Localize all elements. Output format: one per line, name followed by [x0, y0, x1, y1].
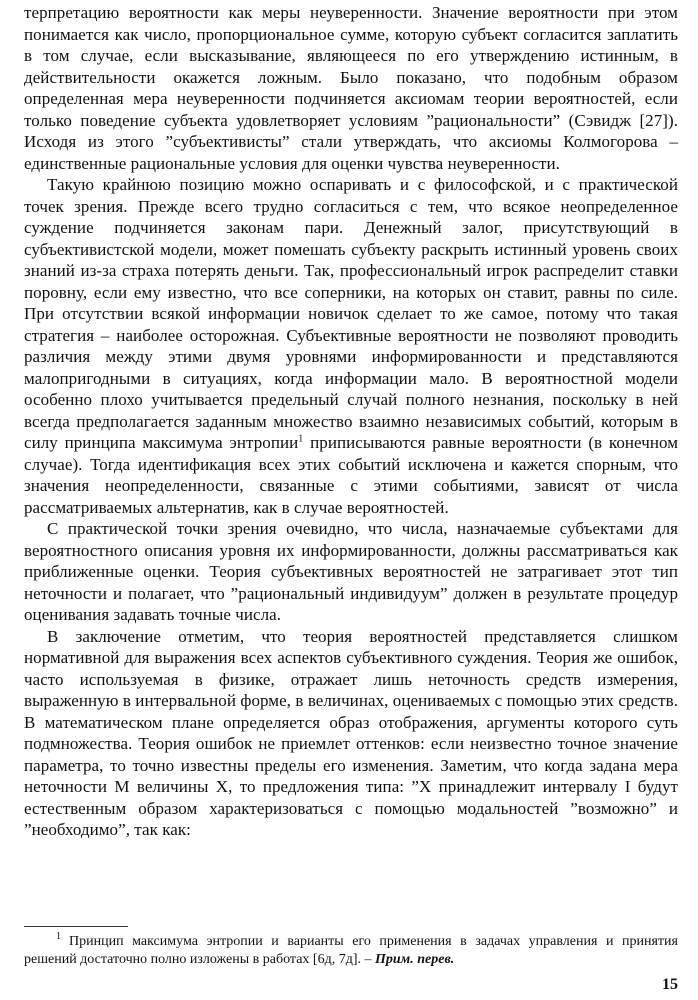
paragraph-4: В заключение отметим, что теория вероятностей представляется слишком нормативной для выражения всех аспектов субъективного суждения. Теория же ошибок, часто используемая в физике, отражает лишь неточность средств измерения, выраженную в интервальной форме, в величинах, оцениваемых с помощью этих средств. В математическом плане определяется образ отображения, аргументы которого суть подмножества. Теория ошибок не приемлет оттенков: если неизвестно точное значение параметра, то точно известны пределы его изменения. Заметим, что когда задана мера неточности М величины Х, то предложения типа: ”Х принадлежит интервалу I будут естественным образом характеризоваться с помощью модальностей ”возможно” и ”необходимо”, так как: — [24, 626, 678, 839]
footnote — [24, 933, 678, 969]
paragraph-2 — [24, 174, 678, 518]
footnote-text: Принцип максимума энтропии и варианты его применения в задачах управления и принятия решений достаточно полно изложены в работах [6д, 7д]. – — [24, 934, 678, 967]
main-text — [24, 2, 678, 841]
paragraph-2-part-1: Такую крайнюю позицию можно оспаривать и с философской, и с практической точек зрения. Прежде всего трудно согласиться с тем, что всякое неопределенное суждение подчиняется законам пари. Денежный залог, присутствующий в субъективистской модели, может помешать субъекту раскрыть истинный уровень своих знаний из-за страха потерять деньги. Так, профессиональный игрок распределит ставки поровну, если ему известно, что все соперники, на которых он ставит, равны по силе. При отсутствии всякой информации новичок сделает то же самое, потому что такая стратегия – наиболее осторожная. Субъективные вероятности не позволяют проводить различия между этими двумя уровнями информированности и представляются малопригодными в ситуациях, когда информации мало. В вероятностной модели особенно плохо учитывается предельный случай полного незнания, поскольку в ней всегда предполагается заданным множество взаимно независимых событий, которым в силу принципа максимума энтропии — [24, 175, 678, 452]
footnote-divider — [24, 926, 128, 927]
footnote-reference: 1 — [298, 433, 304, 445]
paragraph-2-part-2: приписываются равные вероятности (в конечном случае). Тогда идентификация всех этих событий исключена и кажется спорным, что значения неопределенности, связанные с этими событиями, зависят от числа рассматриваемых альтернатив, как в случае вероятностей. — [24, 433, 678, 517]
paragraph-1: терпретацию вероятности как меры неуверенности. Значение вероятности при этом понимается как число, пропорциональное сумме, которую субъект согласится заплатить в том случае, если высказывание, являющееся по его утверждению истинным, в действительности окажется ложным. Было показано, что подобным образом определенная мера неуверенности подчиняется аксиомам теории вероятностей, если только поведение субъекта удовлетворяет условиям ”рациональности” (Сэвидж [27]). Исходя из этого ”субъективисты” стали утверждать, что аксиомы Колмогорова – единственные рациональные условия для оценки чувства неуверенности. — [24, 3, 678, 173]
paragraph-3: С практической точки зрения очевидно, что числа, назначаемые субъектами для вероятностного описания уровня их информированности, должны рассматриваться как приближенные оценки. Теория субъективных вероятностей не затрагивает этот тип неточности и полагает, что ”рациональный индивидуум” должен в результате процедур оценивания задавать точные числа. — [24, 519, 678, 624]
page-number: 15 — [662, 976, 678, 993]
footnote-credit: Прим. перев. — [375, 952, 455, 967]
footnote-marker: 1 — [56, 931, 61, 943]
